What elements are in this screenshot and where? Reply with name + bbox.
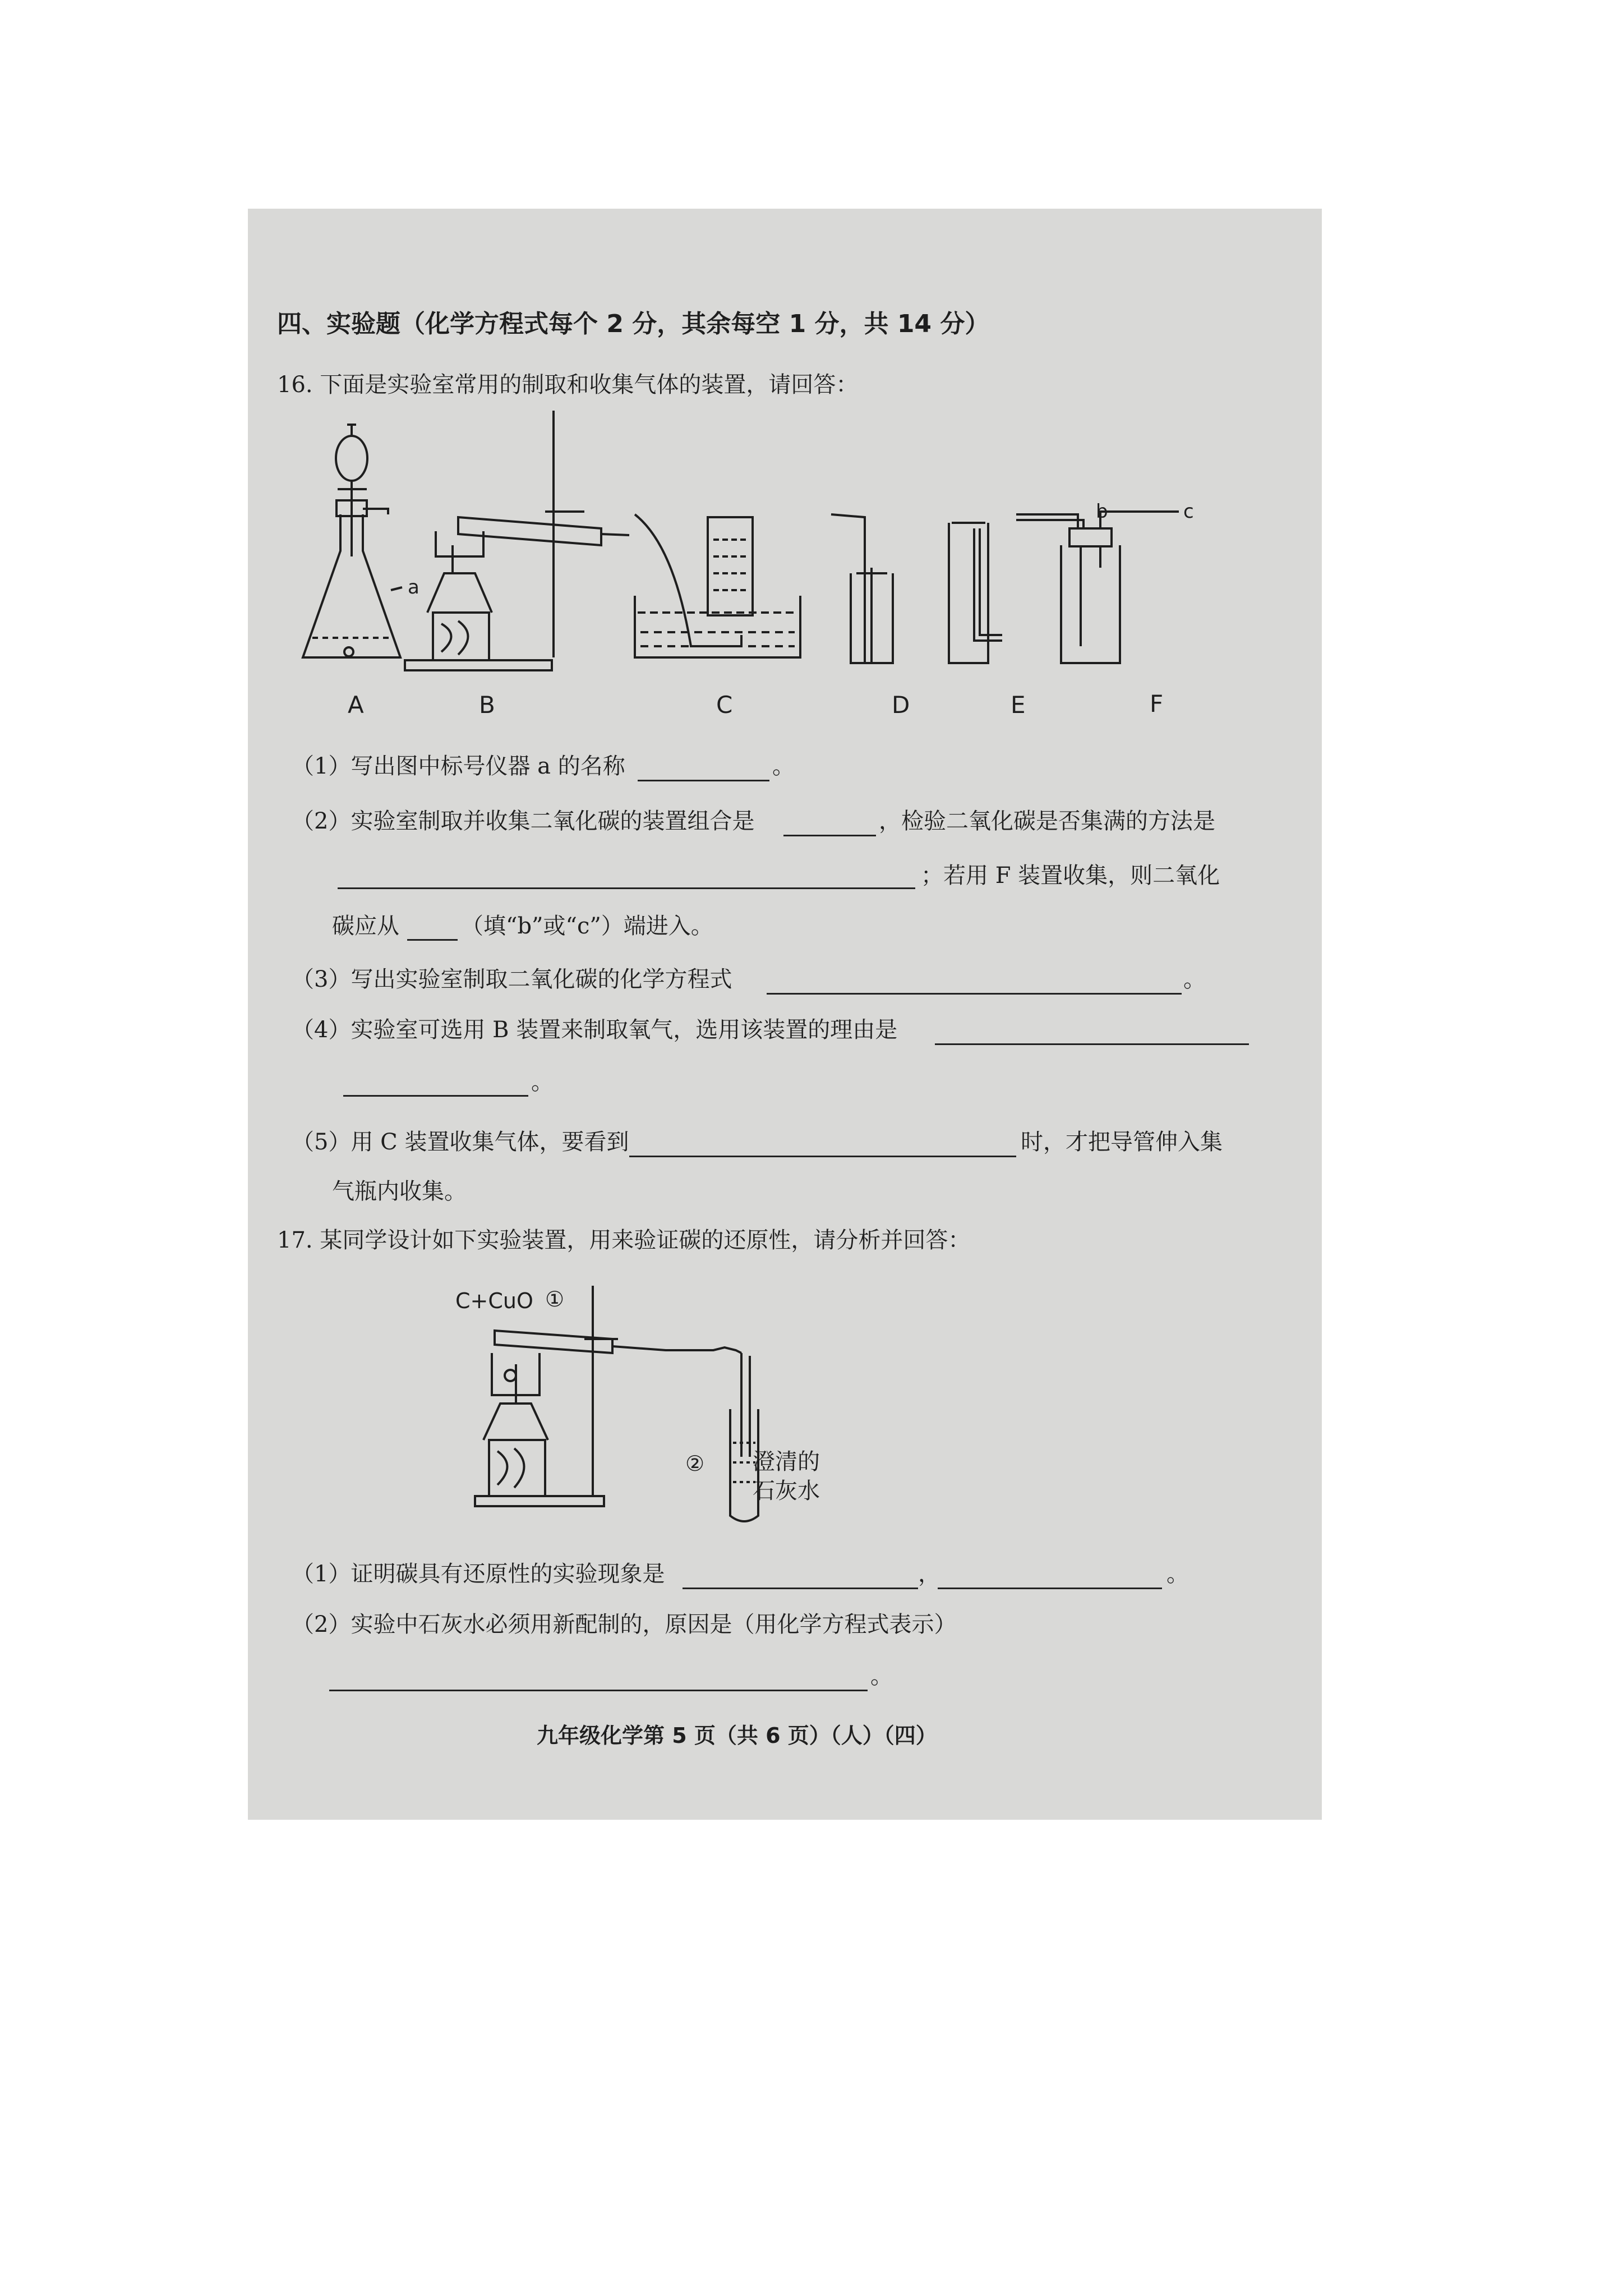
page-footer: 九年级化学第 5 页（共 6 页）（人）（四） xyxy=(537,1723,937,1748)
q16-p1: （1）写出图中标号仪器 a 的名称 xyxy=(292,753,625,779)
q17-p1a: （1）证明碳具有还原性的实验现象是 xyxy=(292,1561,665,1587)
punct: 。 xyxy=(870,1663,893,1689)
fig-mark-2: ② xyxy=(685,1451,705,1476)
punct: 。 xyxy=(531,1069,554,1095)
q16-p4: （4）实验室可选用 B 装置来制取氧气，选用该装置的理由是 xyxy=(292,1017,898,1043)
marker-c: c xyxy=(1183,500,1194,523)
fig-limewater-2: 石灰水 xyxy=(753,1478,820,1504)
marker-a: a xyxy=(408,576,419,599)
answer-blank[interactable] xyxy=(938,1588,1162,1589)
q17-stem: 17. 某同学设计如下实验装置，用来验证碳的还原性，请分析并回答： xyxy=(277,1227,971,1253)
q16-p5c: 气瓶内收集。 xyxy=(332,1179,467,1204)
section-title: 四、实验题（化学方程式每个 2 分，其余每空 1 分，共 14 分） xyxy=(277,310,990,338)
punct: 。 xyxy=(1166,1561,1189,1587)
q16-p5b: 时，才把导管伸入集 xyxy=(1021,1129,1223,1155)
punct: 。 xyxy=(1183,967,1206,992)
punct: 。 xyxy=(772,753,795,779)
exam-page xyxy=(248,209,1322,1820)
label-f: F xyxy=(1150,690,1164,717)
q16-p2b: ，检验二氧化碳是否集满的方法是 xyxy=(879,808,1215,834)
q16-p2d: 碳应从 xyxy=(332,913,399,939)
fig-reactants: C+CuO xyxy=(455,1289,533,1313)
marker-b: b xyxy=(1096,500,1108,523)
q16-p5a: （5）用 C 装置收集气体，要看到 xyxy=(292,1129,629,1155)
q16-p2c: ；若用 F 装置收集，则二氧化 xyxy=(921,863,1220,889)
answer-blank[interactable] xyxy=(683,1588,918,1589)
fig-limewater-1: 澄清的 xyxy=(753,1449,820,1475)
q16-p2a: （2）实验室制取并收集二氧化碳的装置组合是 xyxy=(292,808,755,834)
q17-p2: （2）实验中石灰水必须用新配制的，原因是（用化学方程式表示） xyxy=(292,1612,957,1637)
label-c: C xyxy=(716,691,733,719)
q16-stem: 16. 下面是实验室常用的制取和收集气体的装置，请回答： xyxy=(277,372,859,398)
q16-p2e: （填“b”或“c”）端进入。 xyxy=(461,913,713,939)
label-a: A xyxy=(348,691,364,719)
label-b: B xyxy=(479,691,495,719)
fig-mark-1: ① xyxy=(545,1287,565,1312)
label-d: D xyxy=(892,691,910,719)
q16-p3: （3）写出实验室制取二氧化碳的化学方程式 xyxy=(292,967,732,992)
answer-blank[interactable] xyxy=(329,1690,868,1691)
punct: ， xyxy=(918,1561,940,1587)
label-e: E xyxy=(1011,691,1026,719)
